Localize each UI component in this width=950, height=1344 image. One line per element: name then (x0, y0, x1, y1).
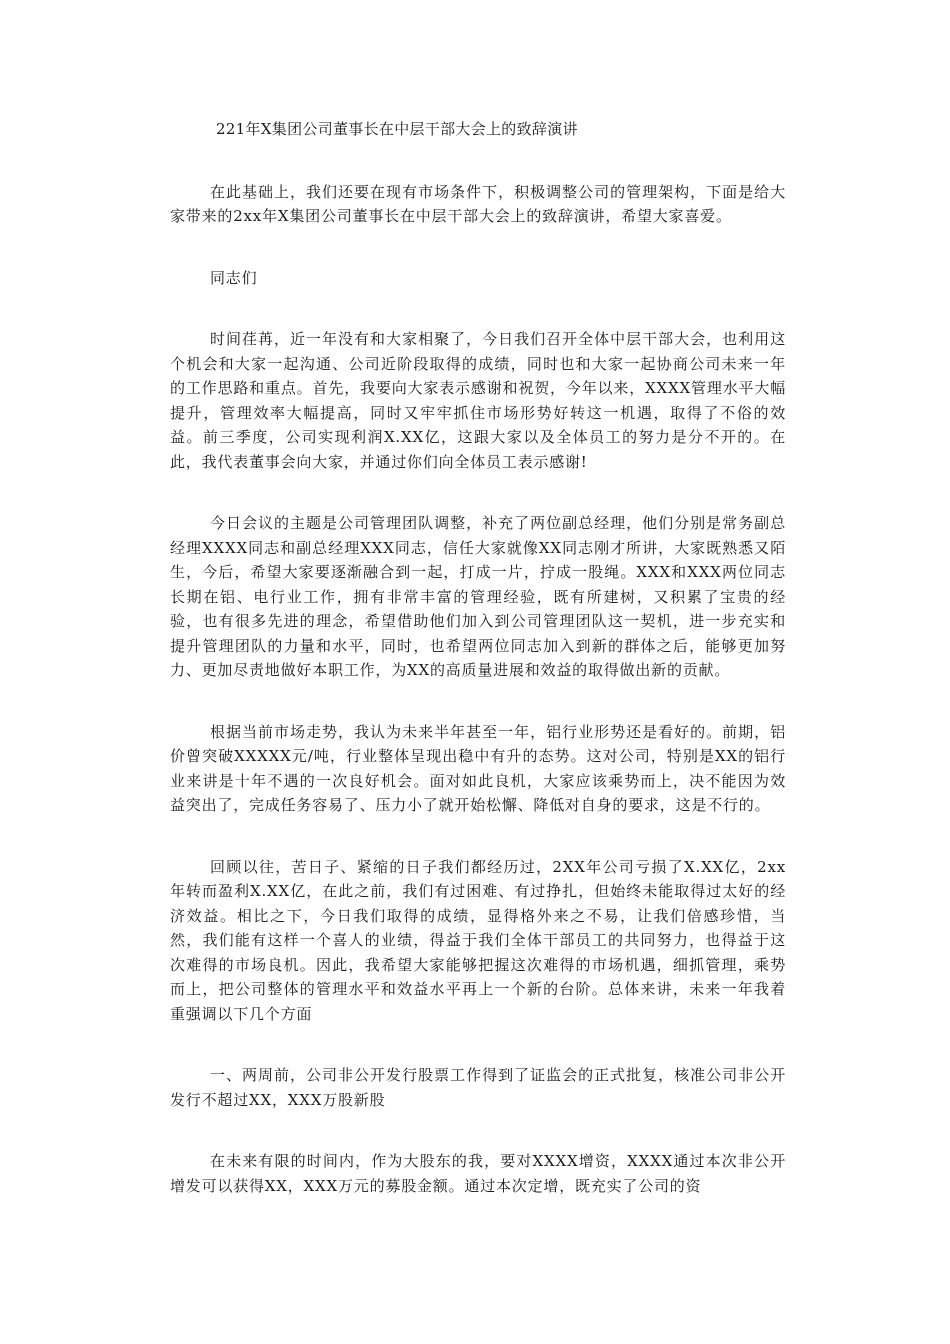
paragraph-retrospect: 回顾以往，苦日子、紧缩的日子我们都经历过，2XX年公司亏损了X.XX亿，2xx年转而盈利X.XX亿，在此之前，我们有过困难、有过挣扎，但始终未能取得过太好的经济效益。相比之下，今日我们取得的成绩，显得格外来之不易，让我们倍感珍惜，当然，我们能有这样一个喜人的业绩，得益于我们全体干部员工的共同努力，也得益于这次难得的市场良机。因此，我希望大家能够把握这次难得的市场机遇，细抓管理，乘势而上，把公司整体的管理水平和效益水平再上一个新的台阶。总体来讲，未来一年我着重强调以下几个方面 (170, 857, 786, 1023)
paragraph-point-one: 一、两周前，公司非公开发行股票工作得到了证监会的正式批复，核准公司非公开发行不超过XX，XXX万股新股 (170, 1066, 786, 1109)
paragraph-market-trend: 根据当前市场走势，我认为未来半年甚至一年，铝行业形势还是看好的。前期，铝价曾突破XXXXX元/吨，行业整体呈现出稳中有升的态势。这对公司，特别是XX的铝行业来讲是十年不遇的一次良好机会。面对如此良机，大家应该乘势而上，决不能因为效益突出了，完成任务容易了、压力小了就开始松懈、降低对自身的要求，这是不行的。 (170, 722, 786, 814)
paragraph-review: 时间荏苒，近一年没有和大家相聚了，今日我们召开全体中层干部大会，也利用这个机会和大家一起沟通、公司近阶段取得的成绩，同时也和大家一起协商公司未来一年的工作思路和重点。首先，我要向大家表示感谢和祝贺，今年以来，XXXX管理水平大幅提升，管理效率大幅提高，同时又牢牢抓住市场形势好转这一机遇，取得了不俗的效益。前三季度，公司实现利润X.XX亿，这跟大家以及全体员工的努力是分不开的。在此，我代表董事会向大家，并通过你们向全体员工表示感谢! (170, 330, 786, 471)
paragraph-intro: 在此基础上，我们还要在现有市场条件下，积极调整公司的管理架构，下面是给大家带来的2xx年X集团公司董事长在中层干部大会上的致辞演讲，希望大家喜爱。 (170, 182, 786, 225)
paragraph-meeting-theme: 今日会议的主题是公司管理团队调整，补充了两位副总经理，他们分别是常务副总经理XXXX同志和副总经理XXX同志，信任大家就像XX同志刚才所讲，大家既熟悉又陌生，今后，希望大家要逐渐融合到一起，打成一片，拧成一股绳。XXX和XXX两位同志长期在铝、电行业工作，拥有非常丰富的管理经验，既有所建树，又积累了宝贵的经验，也有很多先进的理念，希望借助他们加入到公司管理团队这一契机，进一步充实和提升管理团队的力量和水平，同时，也希望两位同志加入到新的群体之后，能够更加努力、更加尽责地做好本职工作，为XX的高质量进展和效益的取得做出新的贡献。 (170, 514, 786, 679)
paragraph-capital-increase: 在未来有限的时间内，作为大股东的我，要对XXXX增资，XXXX通过本次非公开增发可以获得XX，XXX万元的募股金额。通过本次定增，既充实了公司的资 (170, 1152, 786, 1195)
document-title: 221年X集团公司董事长在中层干部大会上的致辞演讲 (216, 120, 578, 138)
paragraph-salutation: 同志们 (210, 268, 258, 287)
document-page (170, 117, 786, 1235)
